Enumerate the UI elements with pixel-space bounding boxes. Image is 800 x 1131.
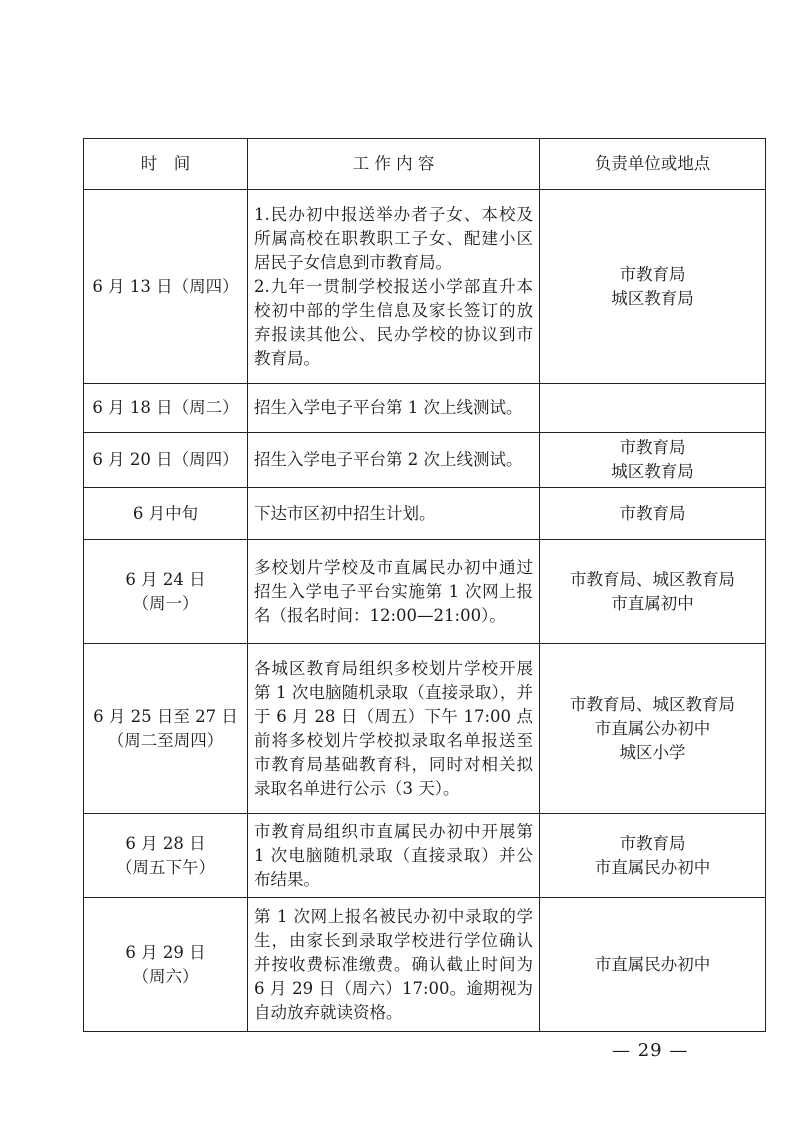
work-cell: 多校划片学校及市直属民办初中通过招生入学电子平台实施第 1 次网上报名（报名时间：12:00—21:00）。 [248, 540, 540, 644]
page-number: — 29 — [612, 1040, 689, 1061]
unit-cell: 市教育局 城区教育局 [540, 433, 766, 488]
table-row [84, 644, 766, 814]
time-cell: 6 月 28 日 （周五下午） [84, 814, 248, 898]
work-cell: 下达市区初中招生计划。 [248, 488, 540, 540]
unit-cell: 市教育局 市直属民办初中 [540, 814, 766, 898]
table-row [84, 540, 766, 644]
work-cell: 1.民办初中报送举办者子女、本校及所属高校在职教职工子女、配建小区居民子女信息到市教育局。 2.九年一贯制学校报送小学部直升本校初中部的学生信息及家长签订的放弃报读其他公、民办学校的协议到市教育局。 [248, 190, 540, 384]
unit-cell: 市教育局 城区教育局 [540, 190, 766, 384]
work-cell: 市教育局组织市直属民办初中开展第 1 次电脑随机录取（直接录取）并公布结果。 [248, 814, 540, 898]
table-row [84, 814, 766, 898]
header-work: 工 作 内 容 [248, 139, 540, 190]
time-cell: 6 月 18 日（周二） [84, 384, 248, 433]
table-row [84, 898, 766, 1032]
time-cell: 6 月中旬 [84, 488, 248, 540]
work-cell: 第 1 次网上报名被民办初中录取的学生，由家长到录取学校进行学位确认并按收费标准缴费。确认截止时间为 6 月 29 日（周六）17:00。逾期视为自动放弃就读资格。 [248, 898, 540, 1032]
unit-cell: 市教育局、城区教育局 市直属公办初中 城区小学 [540, 644, 766, 814]
work-cell: 招生入学电子平台第 1 次上线测试。 [248, 384, 540, 433]
time-cell: 6 月 24 日 （周一） [84, 540, 248, 644]
schedule-table [83, 138, 766, 1032]
time-cell: 6 月 25 日至 27 日 （周二至周四） [84, 644, 248, 814]
table-row [84, 433, 766, 488]
header-row [84, 139, 766, 190]
time-cell: 6 月 29 日 （周六） [84, 898, 248, 1032]
unit-cell: 市教育局 [540, 488, 766, 540]
work-cell: 各城区教育局组织多校划片学校开展第 1 次电脑随机录取（直接录取），并于 6 月 28 日（周五）下午 17:00 点前将多校划片学校拟录取名单报送至市教育局基础教育科，同时对相关拟录取名单进行公示（3 天）。 [248, 644, 540, 814]
table-row [84, 190, 766, 384]
table-row [84, 488, 766, 540]
time-cell: 6 月 13 日（周四） [84, 190, 248, 384]
unit-cell [540, 384, 766, 433]
unit-cell: 市教育局、城区教育局 市直属初中 [540, 540, 766, 644]
table-row [84, 384, 766, 433]
unit-cell: 市直属民办初中 [540, 898, 766, 1032]
time-cell: 6 月 20 日（周四） [84, 433, 248, 488]
work-cell: 招生入学电子平台第 2 次上线测试。 [248, 433, 540, 488]
header-unit: 负责单位或地点 [540, 139, 766, 190]
header-time: 时 间 [84, 139, 248, 190]
